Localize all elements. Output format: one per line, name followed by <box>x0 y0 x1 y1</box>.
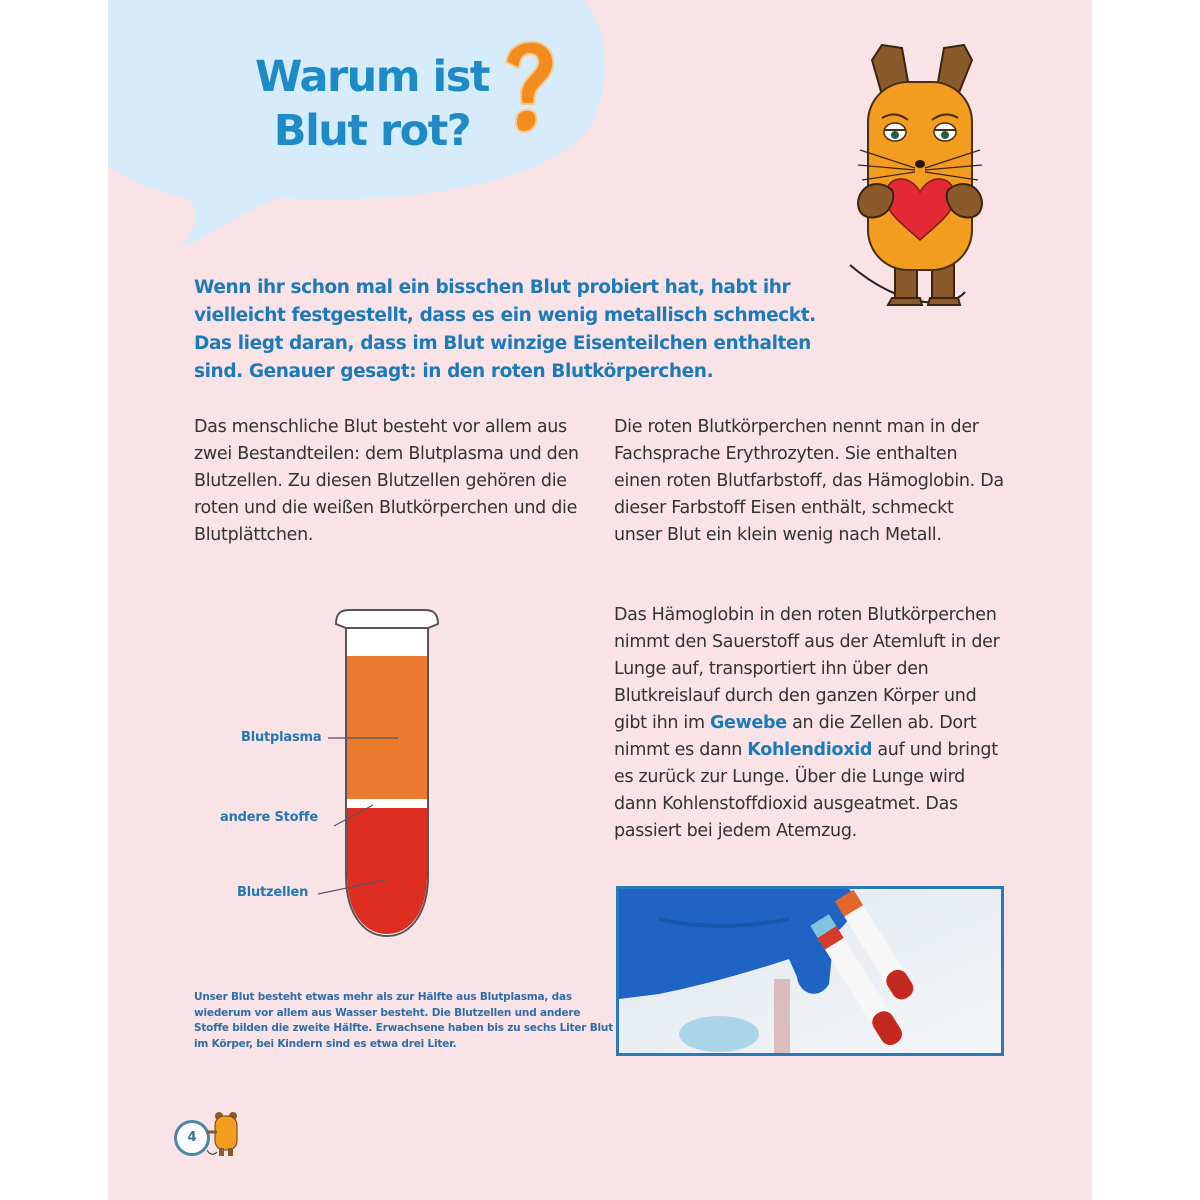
paragraph-text: auf und bringt es zurück zur Lunge. Über die Lunge wird dann Kohlenstoffdioxid ausgeatmet. Das passiert bei jedem Atemzug. <box>614 740 998 841</box>
label-andere-stoffe: andere Stoffe <box>220 810 318 825</box>
page-number: 4 <box>174 1120 210 1156</box>
paragraph-text: Das Hämoglobin in den roten Blutkörperchen nimmt den Sauerstoff aus der Atemluft in der Lunge auf, transportiert ihn über den Blutkreislauf durch den ganzen Körper und gibt ihn im <box>614 605 1000 733</box>
column-2-paragraph-1: Die roten Blutkörperchen nennt man in der Fachsprache Erythrozyten. Sie enthalten einen roten Blutfarbstoff, das Hämoglobin. Da dieser Farbstoff Eisen enthält, schmeckt unser Blut ein klein wenig nach Metall. <box>614 417 1004 545</box>
book-page <box>108 0 1092 1200</box>
keyword-kohlendioxid: Kohlendioxid <box>747 740 873 760</box>
title-line-1: Warum ist <box>255 52 489 102</box>
keyword-gewebe: Gewebe <box>709 713 787 733</box>
photo-illustration <box>619 889 1001 1053</box>
title-line-2: Blut rot? <box>273 106 471 156</box>
paragraph-text: an die Zellen ab. Dort nimmt es dann <box>614 713 977 760</box>
label-blutplasma: Blutplasma <box>241 730 322 745</box>
blood-sample-photo <box>616 886 1004 1056</box>
label-blutzellen: Blutzellen <box>237 885 309 900</box>
diagram-caption: Unser Blut besteht etwas mehr als zur Hälfte aus Blutplasma, das wiederum vor allem aus Wasser besteht. Die Blutzellen und andere Stoffe bilden die zweite Hälfte. Erwachsene haben bis zu sechs Liter Blut im Körper, bei Kindern sind es etwa drei Liter. <box>194 991 614 1050</box>
intro-text: Wenn ihr schon mal ein bisschen Blut probiert hat, habt ihr vielleicht festgestellt, dass es ein wenig metallisch schmeckt. Das liegt daran, dass im Blut winzige Eisenteilchen enthalten sind. Genauer gesagt: in den roten Blutkörperchen. <box>194 277 816 382</box>
column-1-paragraph: Das menschliche Blut besteht vor allem aus zwei Bestandteilen: dem Blutplasma und den Blutzellen. Zu diesen Blutzellen gehören die roten und die weißen Blutkörperchen und die Blutplättchen. <box>194 417 579 545</box>
mini-mouse-icon <box>207 1110 247 1160</box>
